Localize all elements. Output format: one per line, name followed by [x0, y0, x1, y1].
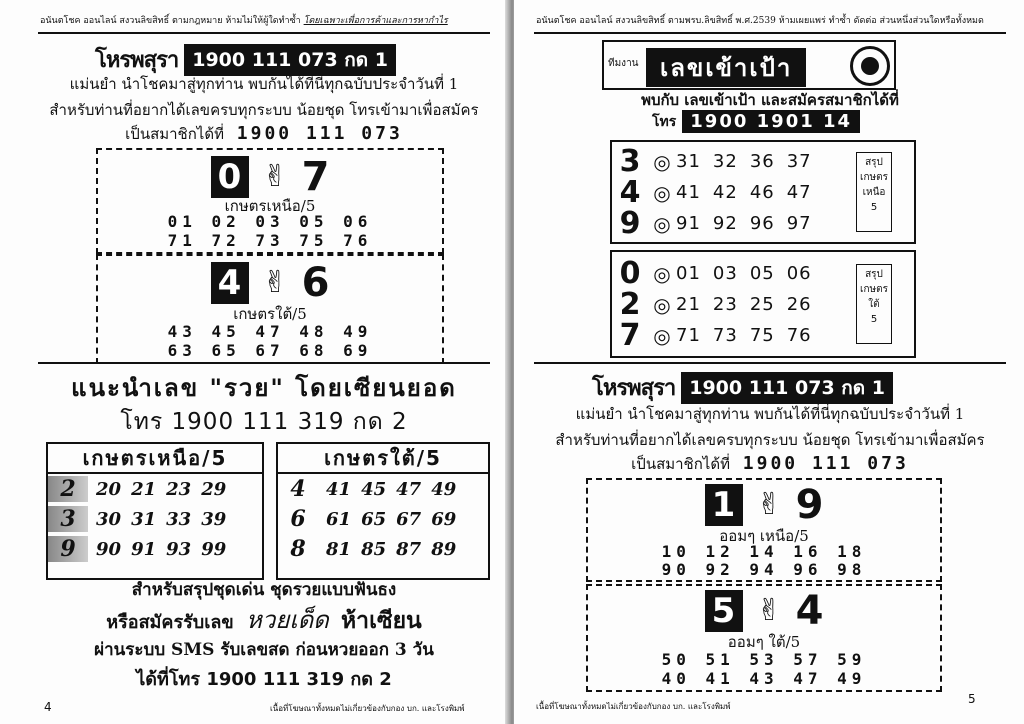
hot-title: โหรพสุรา: [592, 376, 676, 401]
pair-lead-digit: 0: [619, 256, 641, 291]
pair-value: 31: [676, 151, 701, 172]
pair-value: 76: [786, 325, 812, 346]
table-body: [278, 474, 488, 564]
cell-value: 65: [361, 508, 387, 530]
pair-value: 91: [676, 213, 701, 234]
hot-title: โหรพสุรา: [95, 48, 179, 73]
pair-value: 47: [786, 182, 812, 203]
recommend-phone: โทร 1900 111 319 กด 2: [120, 409, 408, 435]
summary-line-4: 5: [870, 314, 878, 325]
table-row: [48, 534, 262, 564]
pair-value: 96: [749, 213, 775, 234]
pair-value: 01: [676, 263, 701, 284]
cell-value: 45: [361, 478, 387, 500]
victory-hand-icon: ✌: [262, 159, 288, 194]
table-body: [48, 474, 262, 564]
copy-warning: ห้ามไม่ให้ผู้ใดทำซ้ำ: [225, 16, 301, 26]
digits-row-2: 40 41 43 47 49: [661, 669, 867, 688]
lead-digit: 4: [211, 262, 249, 304]
row-values: [318, 539, 456, 560]
summary-line-4: 5: [870, 202, 878, 213]
target-icon: [850, 46, 890, 86]
summary-line-3: ใต้: [868, 299, 880, 310]
team-phone-row: [652, 110, 860, 133]
summary-line-1: สรุป: [865, 269, 883, 280]
publisher-name: อนันตโชค ออนไลน์: [40, 16, 117, 26]
row-key: 8: [290, 536, 306, 562]
row-values: [88, 509, 226, 530]
page-number: 4: [44, 700, 52, 714]
table-row: [278, 474, 488, 504]
left-header: [40, 13, 448, 27]
table-row: [48, 504, 262, 534]
bottom-line-3: ผ่านระบบ SMS รับเลขสด ก่อนหวยออก 3 วัน: [94, 640, 434, 660]
cell-value: 99: [201, 538, 227, 560]
row-key: 2: [48, 476, 88, 502]
pair-value: 26: [786, 294, 812, 315]
left-page: [0, 0, 510, 724]
table-north: [46, 442, 264, 580]
victory-hand-icon: ✌: [756, 487, 782, 522]
intro-line-2: สำหรับท่านที่อยากได้เลขครบทุกระบบ น้อยชุด โทรเข้ามาเพื่อสมัคร: [555, 431, 985, 449]
phone-prefix: โทร: [652, 113, 677, 130]
pair-group-north: [610, 140, 916, 244]
table-title: เกษตรเหนือ/5: [48, 444, 262, 474]
meet-line: พบกับ เลขเข้าเป้า และสมัครสมาชิกได้ที่: [641, 91, 899, 109]
summary-line-2: เกษตร: [860, 172, 888, 183]
cell-value: 41: [326, 478, 352, 500]
cell-value: 87: [396, 538, 422, 560]
cell-value: 49: [431, 478, 457, 500]
hot-banner: [592, 370, 893, 405]
pair-value: 25: [749, 294, 775, 315]
victory-hand-icon: ✌: [756, 593, 782, 628]
row-values: [88, 539, 226, 560]
pair-value: 41: [676, 182, 701, 203]
cell-value: 21: [131, 478, 157, 500]
number-box-south: [586, 584, 942, 692]
cell-value: 67: [396, 508, 422, 530]
section-rule: [38, 362, 490, 364]
pair-values: [676, 182, 812, 203]
pair-value: 37: [786, 151, 812, 172]
bottom-line-4: ได้ที่โทร 1900 111 319 กด 2: [136, 669, 392, 690]
subscribe-text: หรือสมัครรับเลข: [106, 612, 234, 633]
bottom-line-2: [38, 600, 490, 639]
summary-line-2: เกษตร: [860, 284, 888, 295]
pair-value: 05: [749, 263, 775, 284]
summary-box: [856, 264, 892, 344]
pair-values: [676, 213, 812, 234]
row-key: 6: [290, 506, 306, 532]
commercial-warning: โดยเฉพาะเพื่อการค้าและการหากำไร: [303, 16, 448, 26]
intro-line-3: [38, 122, 490, 146]
pair-value: 71: [676, 325, 701, 346]
pair-value: 97: [786, 213, 812, 234]
header-rule: [534, 32, 1006, 34]
pair-lead-digit: 9: [619, 206, 641, 241]
right-page: [514, 0, 1024, 724]
bullseye-icon: ◎: [653, 323, 671, 348]
recommend-title: แนะนำเลข "รวย" โดยเซียนยอด: [71, 374, 457, 402]
pair-value: 06: [786, 263, 812, 284]
lead-digit: 5: [705, 590, 743, 632]
pair-lead-digit: 7: [619, 318, 641, 353]
box-label: เกษตรใต้/5: [233, 305, 307, 323]
box-head: [588, 484, 940, 526]
cell-value: 81: [326, 538, 352, 560]
hot-lottery-text: หวยเด็ด: [246, 606, 329, 634]
pair-values: [676, 294, 812, 315]
table-row: [278, 534, 488, 564]
cell-value: 33: [166, 508, 192, 530]
pair-value: 46: [749, 182, 775, 203]
intro-line-1: แม่นยำ นำโชคมาสู่ทุกท่าน พบกันได้ที่นี่ทุกฉบับประจำวันที่ 1: [69, 75, 459, 93]
pair-values: [676, 325, 812, 346]
row-key: 9: [48, 536, 88, 562]
intro-member-text: เป็นสมาชิกได้ที่: [631, 455, 730, 473]
cell-value: 69: [431, 508, 457, 530]
pair-value: 75: [749, 325, 775, 346]
row-values: [318, 509, 456, 530]
second-digit: 9: [795, 482, 824, 528]
digits-row-1: 01 02 03 05 06: [167, 212, 373, 231]
hot-phone: 1900 111 073 กด 1: [681, 372, 893, 404]
intro-line-2: สำหรับท่านที่อยากได้เลขครบทุกระบบ น้อยชุด โทรเข้ามาเพื่อสมัคร: [49, 101, 479, 119]
number-box-north: [96, 148, 444, 254]
copyright-text: สงวนลิขสิทธิ์ ตามกฎหมาย: [119, 16, 223, 26]
table-row: [48, 474, 262, 504]
cell-value: 89: [431, 538, 457, 560]
row-key: 3: [48, 506, 88, 532]
team-phone: 1900 1901 14: [682, 110, 860, 133]
pair-lead-digit: 3: [619, 144, 641, 179]
bullseye-icon: ◎: [653, 261, 671, 286]
cell-value: 85: [361, 538, 387, 560]
cell-value: 61: [326, 508, 352, 530]
row-values: [318, 479, 456, 500]
five-masters-text: ห้าเซียน: [341, 608, 422, 634]
number-box-north: [586, 478, 942, 582]
bottom-line-1: สำหรับสรุปชุดเด่น ชุดรวยแบบฟันธง: [131, 580, 397, 600]
intro-line-1: แม่นยำ นำโชคมาสู่ทุกท่าน พบกันได้ที่นี่ทุกฉบับประจำวันที่ 1: [575, 405, 965, 423]
second-digit: 6: [301, 260, 330, 306]
pair-group-south: [610, 250, 916, 358]
second-digit: 7: [301, 154, 330, 200]
summary-box: [856, 152, 892, 232]
pair-value: 92: [712, 213, 738, 234]
number-box-south: [96, 254, 444, 364]
lead-digit: 0: [211, 156, 249, 198]
cell-value: 91: [131, 538, 157, 560]
pair-values: [676, 263, 812, 284]
right-header: อนันตโชค ออนไลน์ สงวนลิขสิทธิ์ ตามพรบ.ลิขสิทธิ์ พ.ศ.2539 ห้ามเผยแพร่ ทำซ้ำ ดัดต่อ ส่วนหนึ่งส่วนใดหรือทั้งหมด: [536, 16, 984, 26]
section-rule: [534, 362, 1006, 364]
bullseye-icon: ◎: [653, 211, 671, 236]
hot-phone: 1900 111 073 กด 1: [184, 44, 396, 76]
lead-digit: 1: [705, 484, 743, 526]
digits-row-1: 10 12 14 16 18: [661, 542, 867, 561]
intro-member-text: เป็นสมาชิกได้ที่: [125, 125, 224, 143]
row-values: [88, 479, 226, 500]
cell-value: 30: [96, 508, 122, 530]
cell-value: 47: [396, 478, 422, 500]
bullseye-icon: ◎: [653, 149, 671, 174]
pair-value: 23: [712, 294, 738, 315]
page-number: 5: [968, 692, 976, 706]
intro-member-phone: 1900 111 073: [236, 123, 403, 144]
team-banner: [602, 40, 896, 90]
box-label: ออมๆ ใต้/5: [727, 633, 801, 651]
box-label: ออมๆ เหนือ/5: [719, 527, 809, 545]
pair-value: 32: [712, 151, 738, 172]
row-key: 4: [290, 476, 306, 502]
cell-value: 90: [96, 538, 122, 560]
box-label: เกษตรเหนือ/5: [224, 197, 316, 215]
table-south: [276, 442, 490, 580]
cell-value: 39: [201, 508, 227, 530]
pair-values: [676, 151, 812, 172]
cell-value: 93: [166, 538, 192, 560]
page-footer: เนื้อที่โฆษณาทั้งหมดไม่เกี่ยวข้องกับกอง บก. และโรงพิมพ์: [536, 702, 731, 711]
header-rule: [38, 32, 490, 34]
digits-row-2: 90 92 94 96 98: [661, 560, 867, 579]
digits-row-2: 71 72 73 75 76: [167, 231, 373, 250]
pair-lead-digit: 4: [619, 175, 641, 210]
digits-row-1: 50 51 53 57 59: [661, 650, 867, 669]
table-title: เกษตรใต้/5: [278, 444, 488, 474]
digits-row-2: 63 65 67 68 69: [167, 341, 373, 360]
bullseye-icon: ◎: [653, 292, 671, 317]
intro-member-phone: 1900 111 073: [742, 453, 909, 474]
summary-line-1: สรุป: [865, 157, 883, 168]
victory-hand-icon: ✌: [262, 265, 288, 300]
pair-value: 03: [712, 263, 738, 284]
pair-value: 73: [712, 325, 738, 346]
team-title: เลขเข้าเป้า: [646, 48, 806, 87]
digits-row-1: 43 45 47 48 49: [167, 322, 373, 341]
cell-value: 20: [96, 478, 122, 500]
table-row: [278, 504, 488, 534]
second-digit: 4: [795, 588, 824, 634]
cell-value: 29: [201, 478, 227, 500]
summary-line-3: เหนือ: [862, 187, 886, 198]
page-footer: เนื้อที่โฆษณาทั้งหมดไม่เกี่ยวข้องกับกอง บก. และโรงพิมพ์: [270, 704, 465, 713]
pair-value: 42: [712, 182, 738, 203]
cell-value: 23: [166, 478, 192, 500]
intro-line-3: [534, 452, 1006, 476]
cell-value: 31: [131, 508, 157, 530]
pair-lead-digit: 2: [619, 287, 641, 322]
box-head: [98, 262, 442, 304]
box-head: [98, 156, 442, 198]
pair-value: 21: [676, 294, 701, 315]
team-prefix: ทีมงาน: [608, 58, 639, 69]
bullseye-icon: ◎: [653, 180, 671, 205]
pair-value: 36: [749, 151, 775, 172]
box-head: [588, 590, 940, 632]
